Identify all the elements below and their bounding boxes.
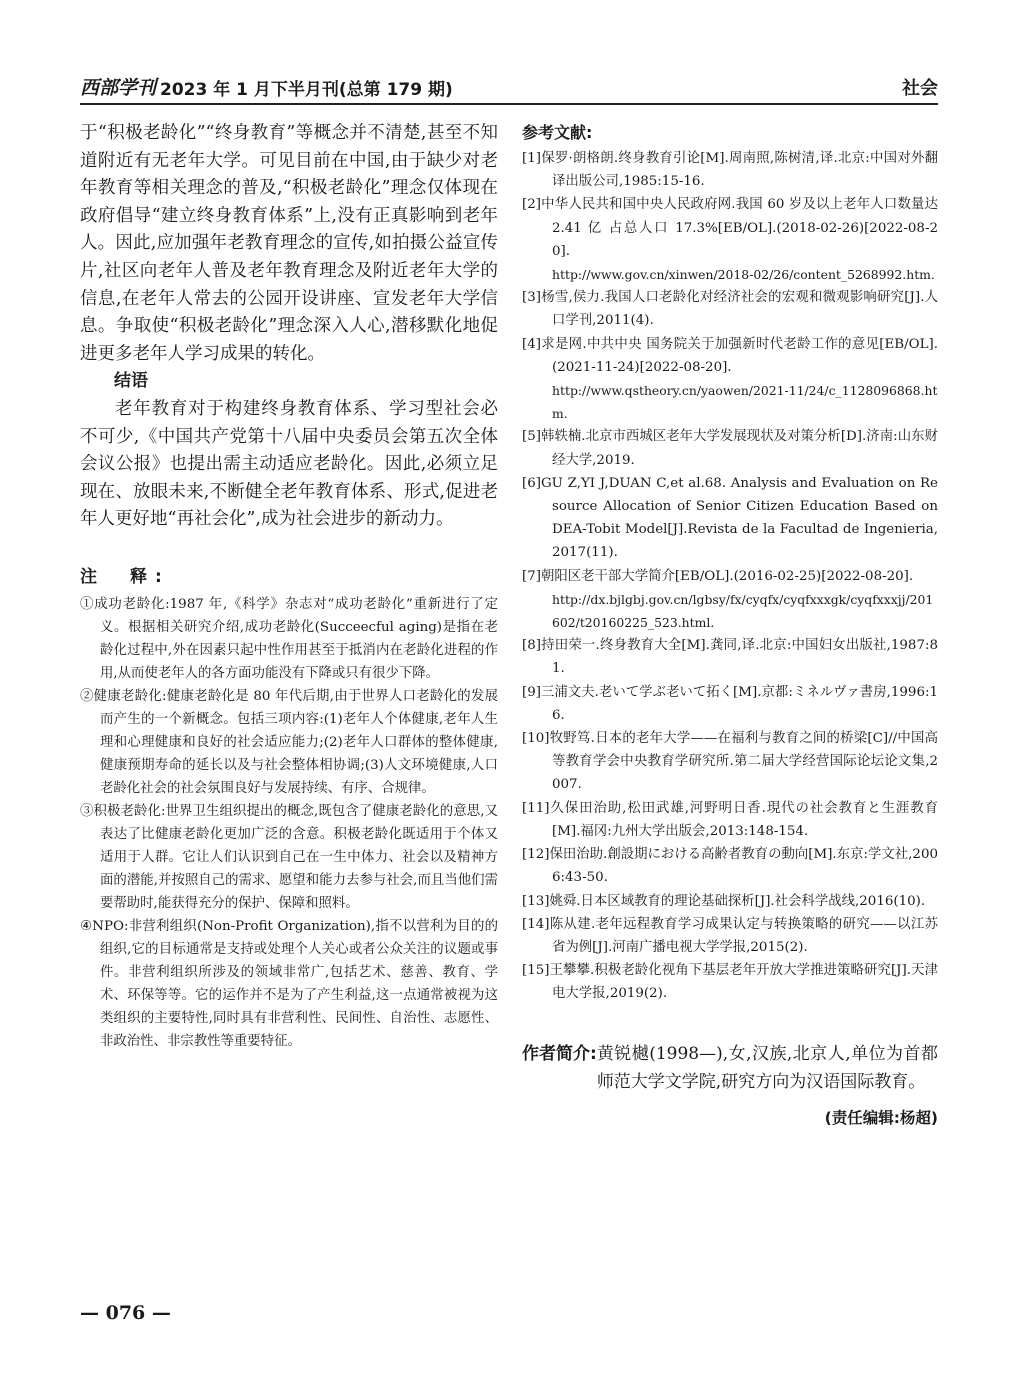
running-header [80,72,938,100]
reference-url[interactable]: http://www.qstheory.cn/yaowen/2021-11/24/c_1128096868.htm. [552,383,938,422]
reference-item [522,565,938,635]
section-label: 社会 [902,78,938,99]
reference-item [522,913,938,959]
reference-text: [11]久保田治助,松田武雄,河野明日香.現代の社会教育と生涯教育[M].福冈:九州大学出版会,2013:148-154. [522,800,938,839]
header-rule [80,103,938,105]
author-bio-text: 黄锐樾(1998—),女,汉族,北京人,单位为首都师范大学文学院,研究方向为汉语国际教育。 [596,1043,938,1092]
reference-text: [1]保罗·朗格朗.终身教育引论[M].周南照,陈树清,译.北京:中国对外翻译出版公司,1985:15-16. [522,151,938,190]
note-item-1: ①成功老龄化:1987 年,《科学》杂志对“成功老龄化”重新进行了定义。根据相关研究介绍,成功老龄化(Succeecful aging)是指在老龄化过程中,外在因素只起中性作用甚至于抵消内在老龄化进程的作用,从而使老年人的各方面功能没有下降或只有很少下降。 [80,596,498,681]
journal-logo: 西部学刊 [80,77,157,99]
references-heading: 参考文献: [522,123,593,142]
reference-item [522,425,938,471]
reference-item [522,472,938,565]
reference-text: [14]陈从建.老年远程教育学习成果认定与转换策略的研究——以江苏省为例[J].河南广播电视大学学报,2015(2). [522,916,938,955]
author-bio [522,1040,938,1096]
reference-text: [5]韩轶楠.北京市西城区老年大学发展现状及对策分析[D].济南:山东财经大学,2019. [522,429,938,468]
reference-item [522,147,938,193]
reference-item [522,681,938,727]
reference-text: [4]求是网.中共中央 国务院关于加强新时代老龄工作的意见[EB/OL].(2021-11-24)[2022-08-20]. [522,336,938,375]
reference-item [522,959,938,1005]
notes-heading: 注 释: [80,566,170,587]
reference-item [522,890,938,913]
note-item-4: ④NPO:非营利组织(Non-Profit Organization),指不以营利为目的的组织,它的目标通常是支持或处理个人关心或者公众关注的议题或事件。非营利组织所涉及的领域非常广,包括艺术、慈善、教育、学术、环保等等。它的运作并不是为了产生利益,这一点通常被视为这类组织的主要特性,同时具有非营利性、民间性、自治性、志愿性、非政治性、非宗教性等重要特征。 [80,918,498,1049]
body-paragraph-1: 于“积极老龄化”“终身教育”等概念并不清楚,甚至不知道附近有无老年大学。可见目前在中国,由于缺少对老年教育等相关理念的普及,“积极老龄化”理念仅体现在政府倡导“建立终身教育体系”上,没有正真影响到老年人。因此,应加强年老教育理念的宣传,如拍摄公益宣传片,社区向老年人普及老年教育理念及附近老年大学的信息,在老年人常去的公园开设讲座、宣发老年大学信息。争取使“积极老龄化”理念深入人心,潜移默化地促进更多老年人学习成果的转化。 [80,123,498,364]
issue-info: 2023 年 1 月下半月刊(总第 179 期) [160,80,453,100]
reference-item [522,286,938,332]
reference-item [522,843,938,889]
reference-text: [10]牧野笃.日本的老年大学——在福利与教育之间的桥梁[C]//中国高等教育学会中央教育学研究所.第二届大学经营国际论坛论文集,2007. [522,731,938,793]
left-column [80,120,498,1053]
header-left [80,73,453,100]
reference-text: [7]朝阳区老干部大学简介[EB/OL].(2016-02-25)[2022-08-20]. [522,568,914,584]
reference-item [522,634,938,680]
reference-text: [13]姚舜.日本区域教育的理论基础探析[J].社会科学战线,2016(10). [522,893,926,909]
reference-text: [8]持田荣一.终身教育大全[M].龚同,译.北京:中国妇女出版社,1987:81. [522,638,938,677]
responsible-editor: (责任编辑:杨超) [824,1108,938,1127]
reference-text: [3]杨雪,侯力.我国人口老龄化对经济社会的宏观和微观影响研究[J].人口学刊,2011(4). [522,290,938,329]
reference-text: [15]王攀攀.积极老龄化视角下基层老年开放大学推进策略研究[J].天津电大学报,2019(2). [522,963,938,1002]
reference-item [522,727,938,797]
page-number: — 076 — [80,1302,171,1324]
reference-url[interactable]: http://www.gov.cn/xinwen/2018-02/26/content_5268992.htm. [552,267,935,283]
body-paragraph-2: 老年教育对于构建终身教育体系、学习型社会必不可少,《中国共产党第十八届中央委员会第五次全体会议公报》也提出需主动适应老龄化。因此,必须立足现在、放眼未来,不断健全老年教育体系、形式,促进老年人更好地“再社会化”,成为社会进步的新动力。 [80,398,498,530]
reference-item [522,797,938,843]
reference-text: [6]GU Z,YI J,DUAN C,et al.68. Analysis and Evaluation on Resource Allocation of Senior Citizen Education Based on DEA-Tobit Model[J].Revista de la Facultad de Ingenieria,2017(11). [522,475,938,561]
note-item-2: ②健康老龄化:健康老龄化是 80 年代后期,由于世界人口老龄化的发展而产生的一个新概念。包括三项内容:(1)老年人个体健康,老年人生理和心理健康和良好的社会适应能力;(2)老年人口群体的整体健康,健康预期寿命的延长以及与社会整体相协调;(3)人文环境健康,人口老龄化社会的社会氛围良好与发展持续、有序、合规律。 [80,688,498,796]
note-item-3: ③积极老龄化:世界卫生组织提出的概念,既包含了健康老龄化的意思,又表达了比健康老龄化更加广泛的含意。积极老龄化既适用于个体又适用于人群。它让人们认识到自己在一生中体力、社会以及精神方面的潜能,并按照自己的需求、愿望和能力去参与社会,而且当他们需要帮助时,能获得充分的保护、保障和照料。 [80,803,498,911]
reference-text: [12]保田治助.創設期における高齢者教育の動向[M].东京:学文社,2006:43-50. [522,847,938,886]
reference-item [522,333,938,426]
author-bio-label: 作者简介: [522,1043,597,1064]
right-column [522,120,938,1128]
reference-item [522,193,938,286]
reference-text: [2]中华人民共和国中央人民政府网.我国 60 岁及以上老年人口数量达 2.41 亿 占总人口 17.3%[EB/OL].(2018-02-26)[2022-08-20]. [522,197,938,259]
reference-text: [9]三浦文夫.老いて学ぶ老いて拓く[M].京都:ミネルヴァ書房,1996:16. [522,684,938,723]
conclusion-heading: 结语 [114,371,148,392]
reference-url[interactable]: http://dx.bjlgbj.gov.cn/lgbsy/fx/cyqfx/cyqfxxxgk/cyqfxxxjj/201602/t20160225_523.html. [552,591,934,631]
